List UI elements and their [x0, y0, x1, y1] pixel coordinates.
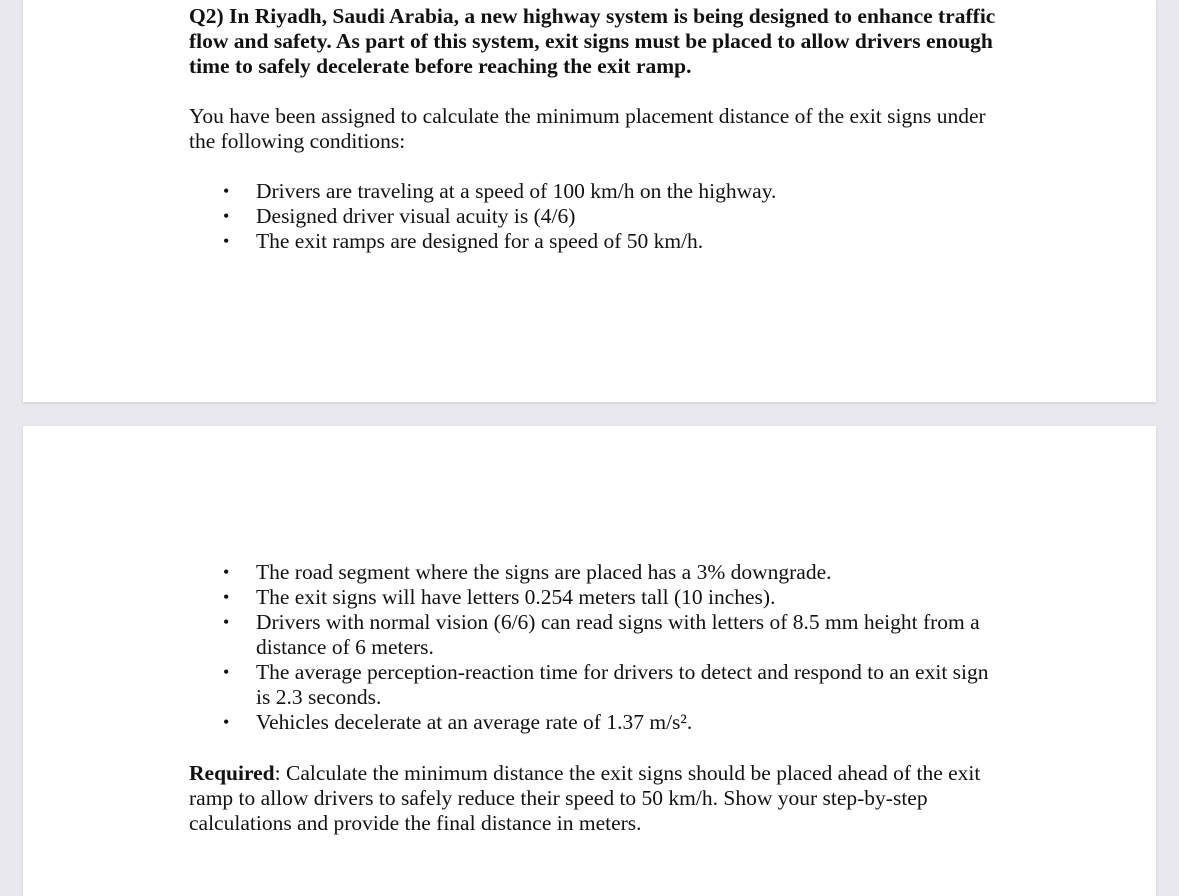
required-label: Required [189, 761, 275, 785]
condition-text: The average perception-reaction time for drivers to detect and respond to an exit sign is 2.3 seconds. [256, 660, 989, 709]
bullet-icon: • [223, 562, 230, 582]
document-page-1 [23, 0, 1156, 402]
conditions-list-page-1 [189, 179, 999, 254]
required-text: : Calculate the minimum distance the exit signs should be placed ahead of the exit ramp to allow drivers to safely reduce their speed to 50 km/h. Show your step-by-step calculations and provide the final distance in meters. [189, 761, 981, 835]
condition-text: Designed driver visual acuity is (4/6) [256, 204, 576, 228]
document-page-2 [23, 426, 1156, 896]
condition-text: Vehicles decelerate at an average rate of 1.37 m/s². [256, 710, 693, 734]
list-item [189, 660, 999, 710]
conditions-list-page-2 [189, 560, 999, 735]
list-item [189, 204, 999, 229]
bullet-icon: • [223, 181, 230, 201]
bullet-icon: • [223, 712, 230, 732]
page-1-content [189, 4, 999, 254]
page-2-content [189, 560, 999, 836]
list-item [189, 229, 999, 254]
bullet-icon: • [223, 231, 230, 251]
bullet-icon: • [223, 206, 230, 226]
list-item [189, 179, 999, 204]
list-item [189, 560, 999, 585]
condition-text: Drivers are traveling at a speed of 100 km/h on the highway. [256, 179, 777, 203]
list-item [189, 585, 999, 610]
condition-text: Drivers with normal vision (6/6) can read signs with letters of 8.5 mm height from a distance of 6 meters. [256, 610, 980, 659]
condition-text: The road segment where the signs are placed has a 3% downgrade. [256, 560, 832, 584]
bullet-icon: • [223, 662, 230, 682]
condition-text: The exit ramps are designed for a speed of 50 km/h. [256, 229, 704, 253]
condition-text: The exit signs will have letters 0.254 meters tall (10 inches). [256, 585, 776, 609]
bullet-icon: • [223, 612, 230, 632]
list-item [189, 710, 999, 735]
bullet-icon: • [223, 587, 230, 607]
question-title: Q2) In Riyadh, Saudi Arabia, a new highway system is being designed to enhance traffic flow and safety. As part of this system, exit signs must be placed to allow drivers enough time to safely decelerate before reaching the exit ramp. [189, 4, 996, 78]
list-item [189, 610, 999, 660]
intro-paragraph: You have been assigned to calculate the minimum placement distance of the exit signs under the following conditions: [189, 104, 986, 153]
required-paragraph [189, 761, 999, 836]
